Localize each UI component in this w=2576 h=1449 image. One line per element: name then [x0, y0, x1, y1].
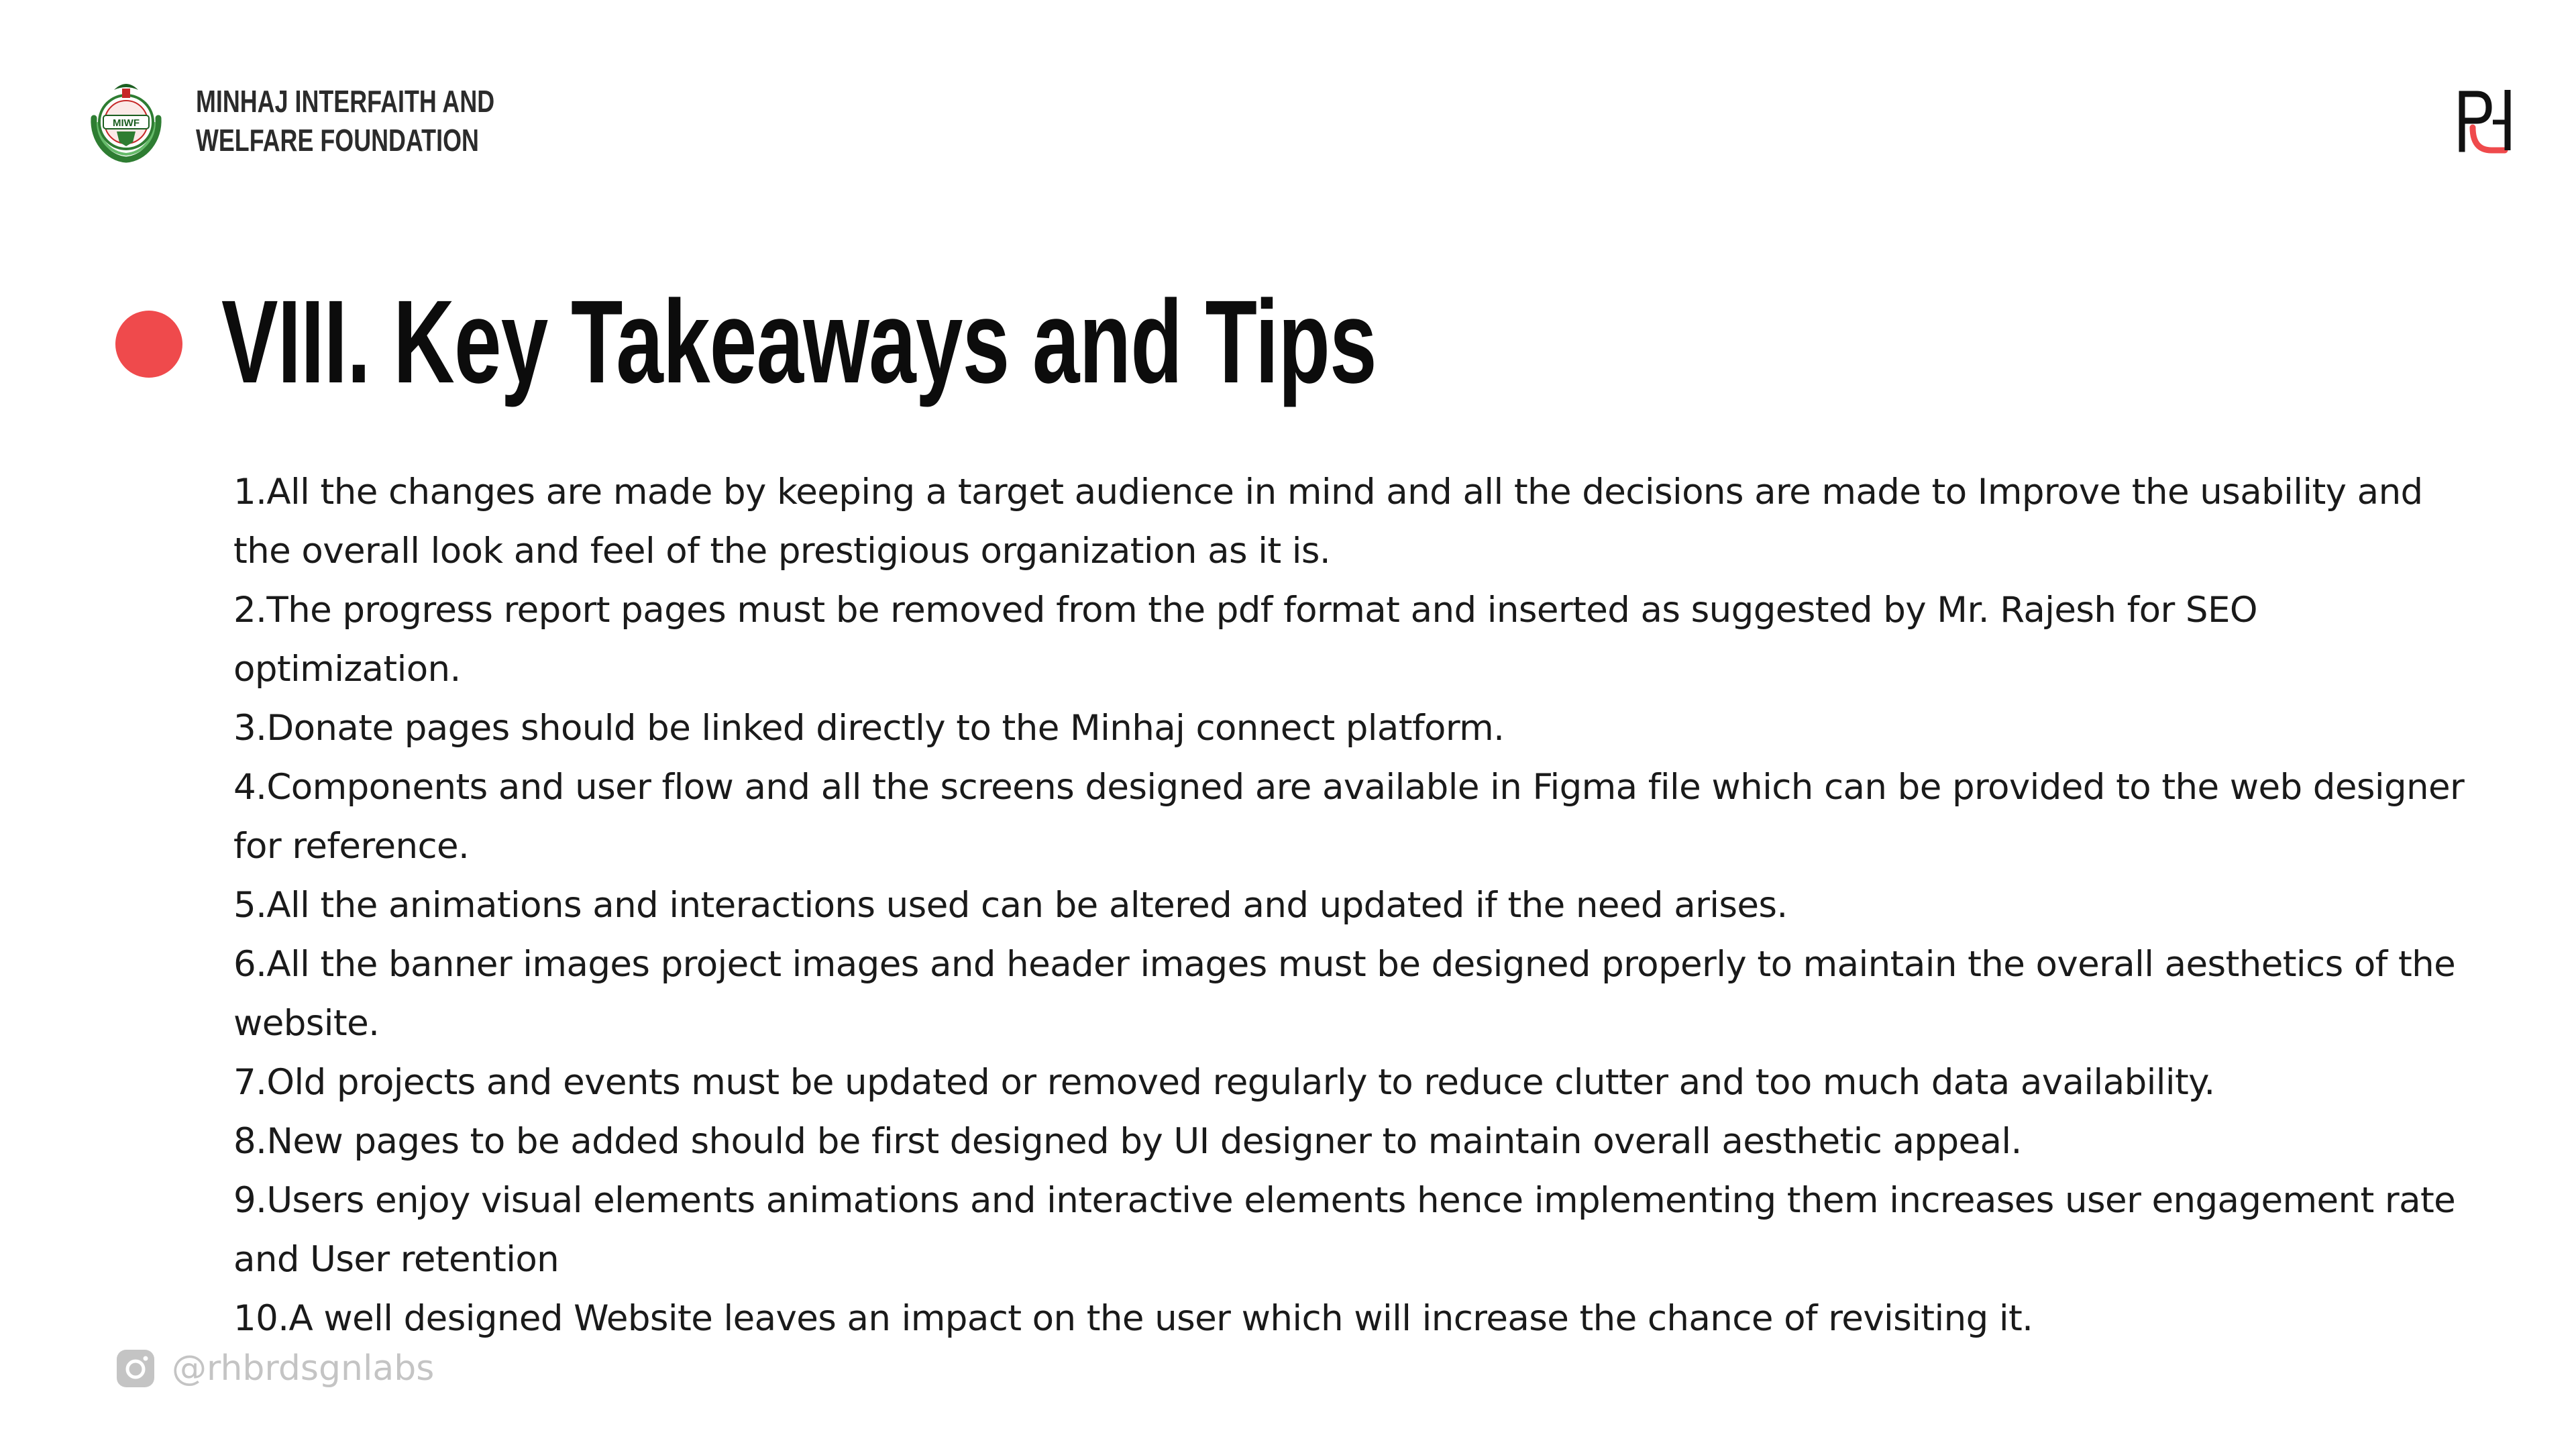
tip-item: 4.Components and user flow and all the screens designed are available in Figma file which can be provided to the web designer for reference. [233, 767, 2465, 867]
tips-list [233, 463, 2474, 1348]
tip-item: 2.The progress report pages must be removed from the pdf format and inserted as suggested by Mr. Rajesh for SEO optimization. [233, 590, 2257, 690]
title-bullet-dot [115, 311, 182, 378]
organization-name-line2: WELFARE FOUNDATION [196, 123, 479, 158]
social-footer [115, 1348, 434, 1389]
rh-monogram-logo [2458, 87, 2514, 157]
tip-item: 7.Old projects and events must be updated or removed regularly to reduce clutter and too much data availability. [233, 1062, 2215, 1103]
organization-header [80, 75, 579, 166]
instagram-icon [115, 1348, 156, 1389]
logo-text: MIWF [113, 117, 140, 129]
tip-item: 3.Donate pages should be linked directly to the Minhaj connect platform. [233, 708, 1505, 749]
tip-item: 10.A well designed Website leaves an impact on the user which will increase the chance of revisiting it. [233, 1298, 2033, 1339]
tip-item: 8.New pages to be added should be first designed by UI designer to maintain overall aesthetic appeal. [233, 1121, 2022, 1162]
social-handle[interactable]: @rhbrdsgnlabs [172, 1348, 435, 1389]
organization-name [196, 82, 494, 160]
tip-item: 5.All the animations and interactions used can be altered and updated if the need arises. [233, 885, 1788, 926]
tip-item: 6.All the banner images project images and header images must be designed properly to maintain the overall aesthetics of the website. [233, 944, 2456, 1044]
page-title: VIII. Key Takeaways and Tips [221, 276, 1377, 408]
tip-item: 1.All the changes are made by keeping a target audience in mind and all the decisions are made to Improve the usability and the overall look and feel of the prestigious organization as it is. [233, 472, 2423, 572]
miwf-seal-logo [80, 75, 172, 166]
organization-name-line1: MINHAJ INTERFAITH AND [196, 84, 495, 119]
tip-item: 9.Users enjoy visual elements animations and interactive elements hence implementing them increases user engagement rate and User retention [233, 1180, 2456, 1280]
